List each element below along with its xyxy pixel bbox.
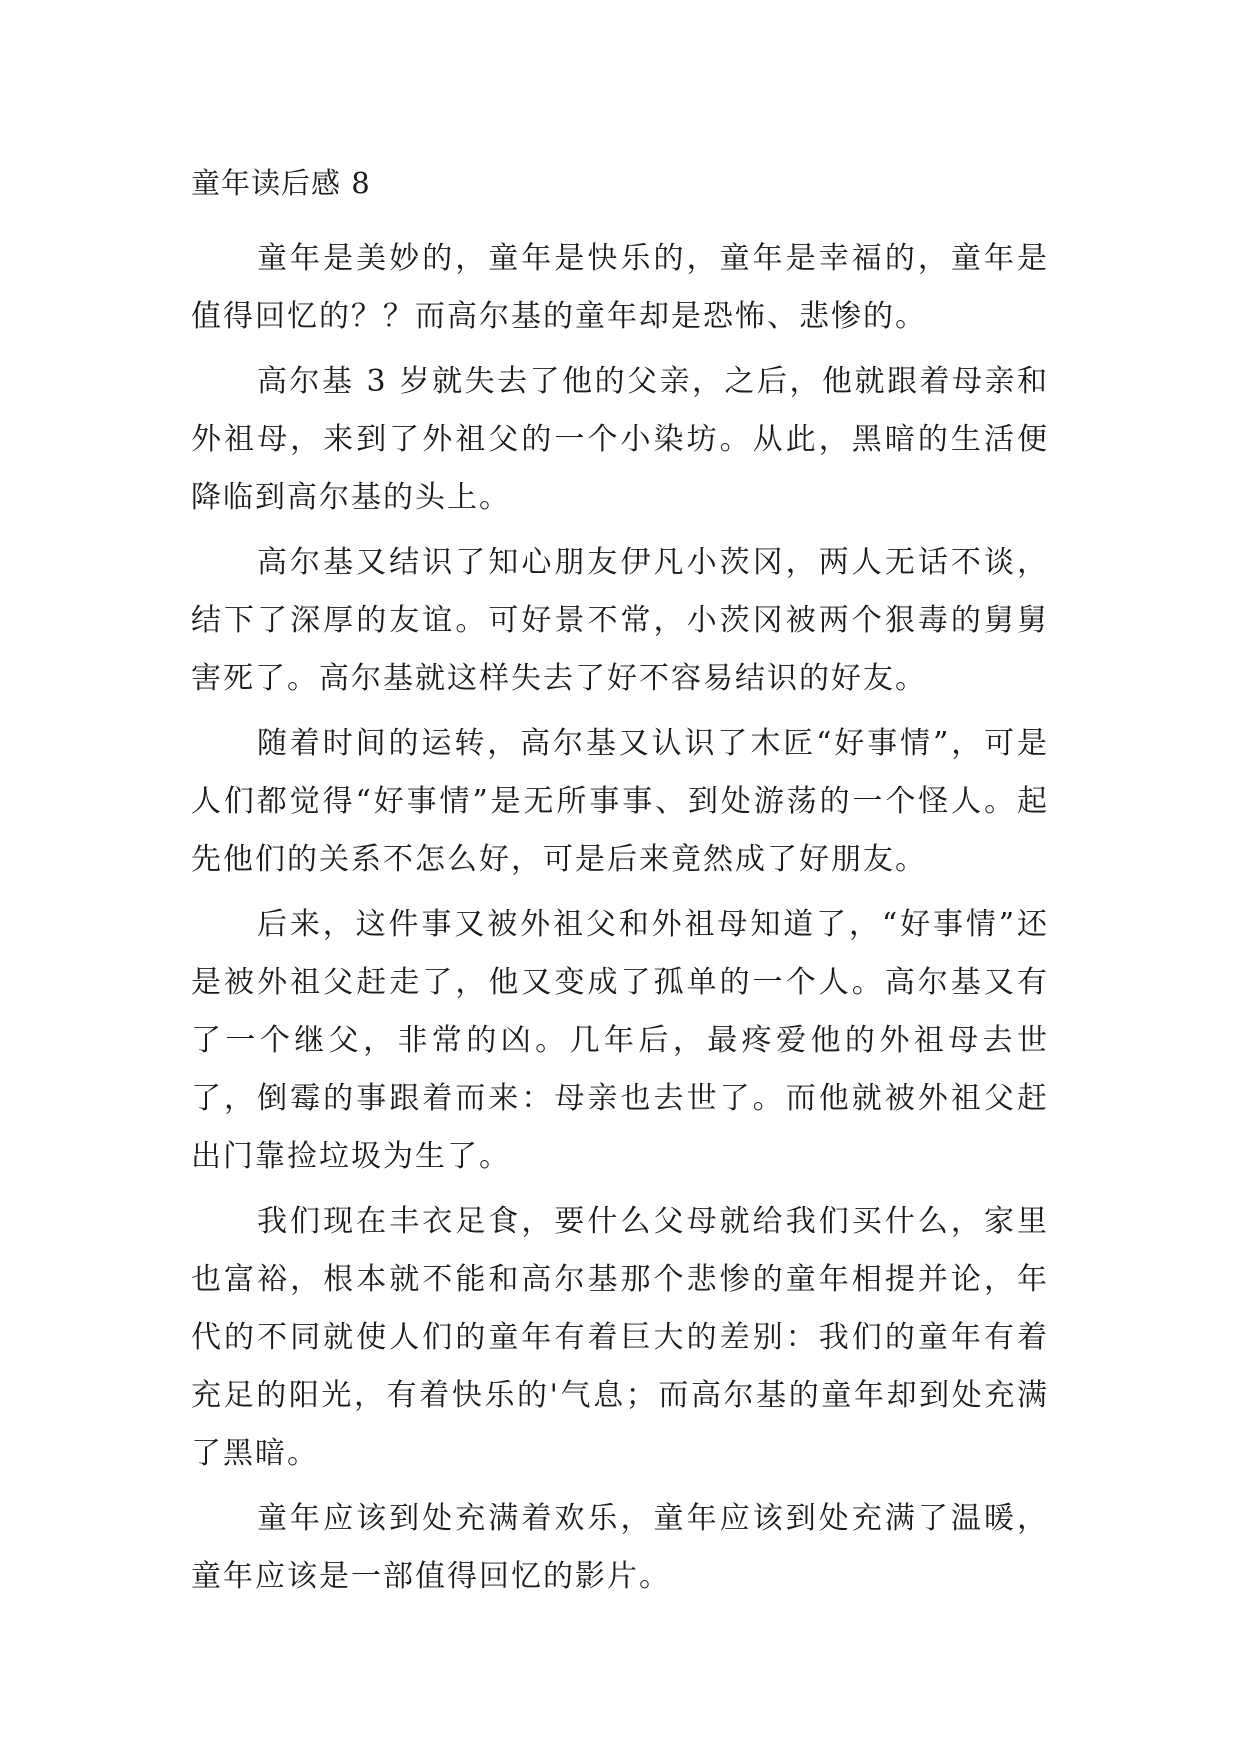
paragraph: 我们现在丰衣足食，要什么父母就给我们买什么，家里也富裕，根本就不能和高尔基那个悲惨的童年相提并论，年代的不同就使人们的童年有着巨大的差别：我们的童年有着充足的阳光，有着快乐的'气息；而高尔基的童年却到处充满了黑暗。 bbox=[191, 1204, 1049, 1471]
paragraph: 后来，这件事又被外祖父和外祖母知道了，“好事情”还是被外祖父赶走了，他又变成了孤单的一个人。高尔基又有了一个继父，非常的凶。几年后，最疼爱他的外祖母去世了，倒霉的事跟着而来：母亲也去世了。而他就被外祖父赶出门靠捡垃圾为生了。 bbox=[191, 907, 1049, 1174]
paragraph: 高尔基 3 岁就失去了他的父亲，之后，他就跟着母亲和外祖母，来到了外祖父的一个小染坊。从此，黑暗的生活便降临到高尔基的头上。 bbox=[191, 364, 1049, 515]
paragraph: 随着时间的运转，高尔基又认识了木匠“好事情”，可是人们都觉得“好事情”是无所事事、到处游荡的一个怪人。起先他们的关系不怎么好，可是后来竟然成了好朋友。 bbox=[191, 726, 1049, 877]
paragraph: 童年是美妙的，童年是快乐的，童年是幸福的，童年是值得回忆的？？而高尔基的童年却是恐怖、悲惨的。 bbox=[191, 241, 1049, 334]
document-title: 童年读后感 8 bbox=[191, 166, 371, 200]
document-body bbox=[191, 163, 1049, 1613]
paragraph: 童年应该到处充满着欢乐，童年应该到处充满了温暖，童年应该是一部值得回忆的影片。 bbox=[191, 1501, 1049, 1594]
paragraph: 高尔基又结识了知心朋友伊凡小茨冈，两人无话不谈，结下了深厚的友谊。可好景不常，小茨冈被两个狠毒的舅舅害死了。高尔基就这样失去了好不容易结识的好友。 bbox=[191, 545, 1049, 696]
